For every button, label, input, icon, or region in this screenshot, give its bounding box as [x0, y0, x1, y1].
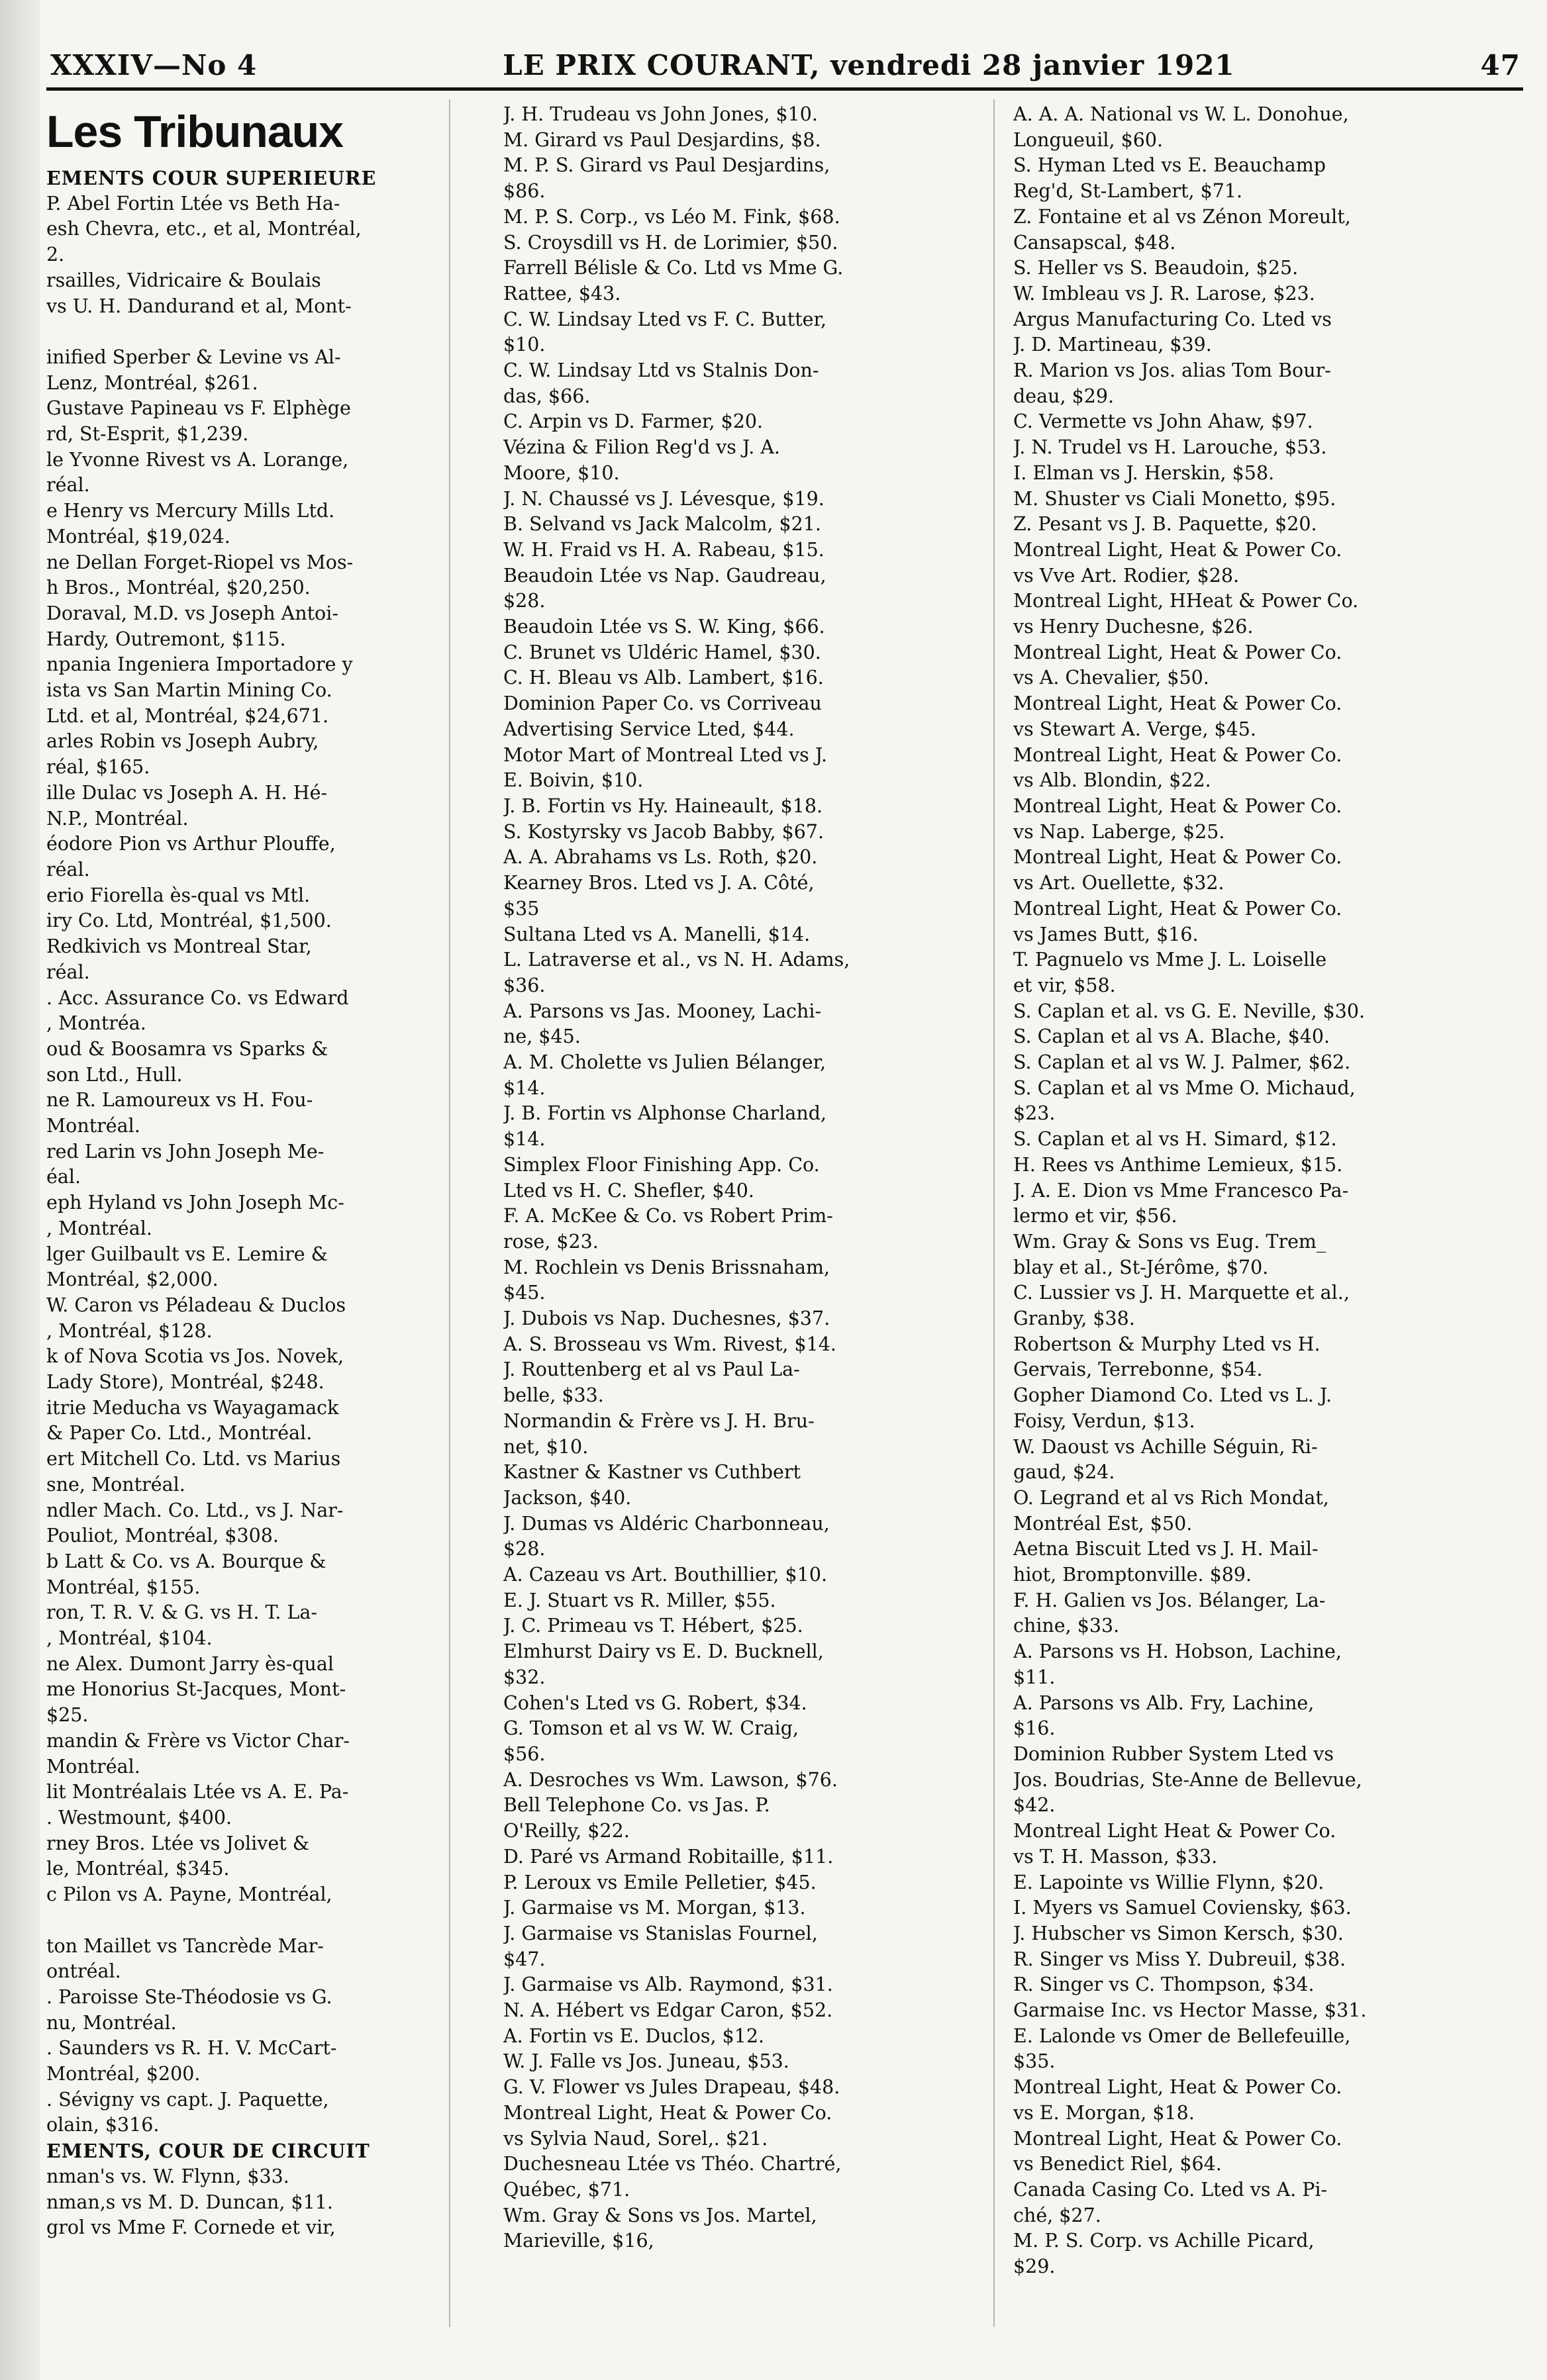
text-line: Z. Fontaine et al vs Zénon Moreult,: [1013, 205, 1351, 228]
text-line: $32.: [503, 1666, 546, 1688]
text-line: J. Routtenberg et al vs Paul La-: [503, 1358, 800, 1381]
text-line: red Larin vs John Joseph Me-: [46, 1140, 324, 1163]
text-line: inified Sperber & Levine vs Al-: [46, 346, 341, 368]
text-line: J. B. Fortin vs Alphonse Charland,: [503, 1102, 827, 1125]
text-line: Montréal, $19,024.: [46, 525, 230, 547]
text-line: $35.: [1013, 2050, 1056, 2073]
text-line: F. H. Galien vs Jos. Bélanger, La-: [1013, 1589, 1326, 1611]
text-line: lger Guilbault vs E. Lemire &: [46, 1243, 328, 1265]
text-line: net, $10.: [503, 1435, 589, 1458]
text-line: ne Alex. Dumont Jarry ès-qual: [46, 1652, 334, 1675]
text-line: lit Montréalais Ltée vs A. E. Pa-: [46, 1781, 349, 1803]
text-line: . Paroisse Ste-Théodosie vs G.: [46, 1985, 332, 2008]
text-line: Beaudoin Ltée vs Nap. Gaudreau,: [503, 564, 826, 587]
text-line: Montreal Light, Heat & Power Co.: [1013, 692, 1342, 715]
text-line: Reg'd, St-Lambert, $71.: [1013, 180, 1243, 203]
text-line: Sultana Lted vs A. Manelli, $14.: [503, 923, 811, 945]
text-line: S. Caplan et al vs H. Simard, $12.: [1013, 1128, 1337, 1151]
text-line: I. Elman vs J. Herskin, $58.: [1013, 461, 1275, 484]
text-line: ndler Mach. Co. Ltd., vs J. Nar-: [46, 1499, 344, 1521]
text-line: R. Singer vs C. Thompson, $34.: [1013, 1974, 1315, 1996]
text-line: S. Croysdill vs H. de Lorimier, $50.: [503, 231, 838, 254]
text-line: R. Marion vs Jos. alias Tom Bour-: [1013, 359, 1331, 382]
text-line: E. J. Stuart vs R. Miller, $55.: [503, 1589, 776, 1611]
text-line: Gervais, Terrebonne, $54.: [1013, 1358, 1263, 1381]
text-line: EMENTS, COUR DE CIRCUIT: [46, 2140, 370, 2163]
text-line: chine, $33.: [1013, 1615, 1120, 1637]
text-line: vs U. H. Dandurand et al, Mont-: [46, 295, 352, 317]
text-line: vs Nap. Laberge, $25.: [1013, 820, 1225, 843]
text-line: Jackson, $40.: [503, 1486, 632, 1509]
text-line: M. Shuster vs Ciali Monetto, $95.: [1013, 487, 1336, 510]
text-line: W. Caron vs Péladeau & Duclos: [46, 1294, 346, 1316]
text-line: vs Benedict Riel, $64.: [1013, 2153, 1222, 2175]
text-line: ne R. Lamoureux vs H. Fou-: [46, 1089, 313, 1112]
text-line: A. Fortin vs E. Duclos, $12.: [503, 2024, 765, 2047]
text-line: . Saunders vs R. H. V. McCart-: [46, 2037, 337, 2060]
text-line: Dominion Paper Co. vs Corriveau: [503, 692, 822, 715]
text-line: vs Vve Art. Rodier, $28.: [1013, 564, 1240, 587]
text-line: Québec, $71.: [503, 2178, 630, 2201]
text-line: A. Parsons vs Jas. Mooney, Lachi-: [503, 1000, 822, 1022]
text-line: Lted vs H. C. Shefler, $40.: [503, 1179, 754, 1202]
text-line: Redkivich vs Montreal Star,: [46, 935, 312, 958]
text-line: Kearney Bros. Lted vs J. A. Côté,: [503, 872, 815, 894]
text-line: ista vs San Martin Mining Co.: [46, 679, 332, 702]
volume-number: XXXIV—No 4: [50, 48, 258, 81]
text-line: éal.: [46, 1166, 81, 1188]
text-line: [46, 319, 444, 345]
page-gutter: [0, 0, 40, 2380]
newspaper-title: LE PRIX COURANT, vendredi 28 janvier 1921: [503, 48, 1235, 81]
text-line: J. N. Chaussé vs J. Lévesque, $19.: [503, 487, 824, 510]
text-line: $56.: [503, 1743, 546, 1765]
text-line: J. Dubois vs Nap. Duchesnes, $37.: [503, 1308, 830, 1330]
text-line: B. Selvand vs Jack Malcolm, $21.: [503, 513, 821, 536]
text-line: ne, $45.: [503, 1025, 581, 1048]
text-line: P. Leroux vs Emile Pelletier, $45.: [503, 1871, 817, 1893]
section-title: Les Tribunaux: [46, 107, 343, 157]
text-line: nu, Montréal.: [46, 2011, 177, 2034]
text-line: S. Caplan et al. vs G. E. Neville, $30.: [1013, 1000, 1366, 1022]
column-2: [503, 102, 980, 2354]
text-line: A. Cazeau vs Art. Bouthillier, $10.: [503, 1564, 828, 1586]
text-line: S. Heller vs S. Beaudoin, $25.: [1013, 257, 1299, 279]
text-line: M. Rochlein vs Denis Brissnaham,: [503, 1256, 830, 1278]
text-line: ne Dellan Forget-Riopel vs Mos-: [46, 551, 354, 573]
text-line: O. Legrand et al vs Rich Mondat,: [1013, 1486, 1329, 1509]
text-line: W. J. Falle vs Jos. Juneau, $53.: [503, 2050, 789, 2073]
text-line: Montreal Light, Heat & Power Co.: [1013, 2127, 1342, 2150]
text-line: P. Abel Fortin Ltée vs Beth Ha-: [46, 192, 340, 214]
text-line: Moore, $10.: [503, 461, 620, 484]
text-line: J. Garmaise vs Stanislas Fournel,: [503, 1922, 818, 1944]
text-line: C. W. Lindsay Ltd vs Stalnis Don-: [503, 359, 819, 382]
text-line: Aetna Biscuit Lted vs J. H. Mail-: [1013, 1538, 1319, 1560]
text-line: et vir, $58.: [1013, 974, 1116, 996]
text-line: C. Vermette vs John Ahaw, $97.: [1013, 410, 1313, 433]
column-3-lines: [1013, 102, 1517, 2280]
text-line: Montreal Light, HHeat & Power Co.: [1013, 590, 1359, 612]
text-line: itrie Meducha vs Wayagamack: [46, 1396, 339, 1419]
text-line: npania Ingeniera Importadore y: [46, 653, 353, 676]
text-line: sne, Montréal.: [46, 1473, 185, 1496]
text-line: Montreal Light, Heat & Power Co.: [503, 2101, 832, 2124]
text-line: Lady Store), Montréal, $248.: [46, 1371, 324, 1394]
text-line: EMENTS COUR SUPERIEURE: [46, 167, 377, 189]
text-line: N.P., Montréal.: [46, 807, 189, 830]
text-line: $36.: [503, 974, 546, 996]
text-line: Jos. Boudrias, Ste-Anne de Bellevue,: [1013, 1768, 1362, 1791]
text-line: C. Arpin vs D. Farmer, $20.: [503, 410, 764, 433]
text-line: mandin & Frère vs Victor Char-: [46, 1729, 350, 1752]
text-line: Robertson & Murphy Lted vs H.: [1013, 1333, 1321, 1355]
text-line: J. Garmaise vs M. Morgan, $13.: [503, 1897, 806, 1919]
text-line: M. P. S. Corp., vs Léo M. Fink, $68.: [503, 205, 840, 228]
text-line: ron, T. R. V. & G. vs H. T. La-: [46, 1601, 318, 1624]
text-line: W. Imbleau vs J. R. Larose, $23.: [1013, 282, 1315, 305]
text-line: D. Paré vs Armand Robitaille, $11.: [503, 1845, 834, 1868]
header-rule: [46, 87, 1523, 91]
column-1-lines: [46, 166, 444, 2241]
text-line: $29.: [1013, 2256, 1056, 2278]
text-line: Advertising Service Lted, $44.: [503, 718, 795, 740]
text-line: Montréal Est, $50.: [1013, 1512, 1193, 1535]
text-line: [46, 1908, 444, 1934]
text-line: éodore Pion vs Arthur Plouffe,: [46, 833, 336, 855]
column-1: [46, 102, 444, 2354]
text-line: W. H. Fraid vs H. A. Rabeau, $15.: [503, 538, 824, 561]
text-line: Duchesneau Ltée vs Théo. Chartré,: [503, 2153, 842, 2175]
text-line: $47.: [503, 1948, 546, 1970]
text-line: Montréal, $200.: [46, 2063, 201, 2085]
text-line: ché, $27.: [1013, 2204, 1101, 2226]
text-line: C. Lussier vs J. H. Marquette et al.,: [1013, 1282, 1350, 1304]
text-line: vs James Butt, $16.: [1013, 923, 1199, 945]
column-3: [1013, 102, 1517, 2354]
text-line: Montreal Light Heat & Power Co.: [1013, 1820, 1336, 1842]
text-line: Foisy, Verdun, $13.: [1013, 1409, 1195, 1432]
text-line: vs Stewart A. Verge, $45.: [1013, 718, 1256, 740]
text-line: $11.: [1013, 1666, 1056, 1688]
text-line: Marieville, $16,: [503, 2230, 654, 2252]
text-line: H. Rees vs Anthime Lemieux, $15.: [1013, 1153, 1343, 1176]
text-line: Garmaise Inc. vs Hector Masse, $31.: [1013, 1999, 1367, 2022]
text-line: olain, $316.: [46, 2114, 160, 2136]
text-line: A. Desroches vs Wm. Lawson, $76.: [503, 1768, 838, 1791]
text-line: vs Sylvia Naud, Sorel,. $21.: [503, 2127, 768, 2150]
text-line: Wm. Gray & Sons vs Eug. Trem_: [1013, 1230, 1326, 1253]
text-line: iry Co. Ltd, Montréal, $1,500.: [46, 910, 332, 932]
text-line: vs Henry Duchesne, $26.: [1013, 616, 1254, 638]
text-line: b Latt & Co. vs A. Bourque &: [46, 1550, 326, 1572]
text-line: W. Daoust vs Achille Séguin, Ri-: [1013, 1435, 1318, 1458]
text-line: & Paper Co. Ltd., Montréal.: [46, 1422, 313, 1445]
text-line: E. Lalonde vs Omer de Bellefeuille,: [1013, 2024, 1351, 2047]
text-line: Doraval, M.D. vs Joseph Antoi-: [46, 602, 338, 624]
text-line: J. C. Primeau vs T. Hébert, $25.: [503, 1615, 803, 1637]
text-line: Montréal.: [46, 1115, 140, 1137]
text-line: G. V. Flower vs Jules Drapeau, $48.: [503, 2076, 840, 2099]
text-line: Montreal Light, Heat & Power Co.: [1013, 897, 1342, 920]
text-line: erio Fiorella ès-qual vs Mtl.: [46, 884, 311, 906]
text-line: Motor Mart of Montreal Lted vs J.: [503, 743, 828, 766]
text-line: Vézina & Filion Reg'd vs J. A.: [503, 436, 780, 459]
text-line: E. Lapointe vs Willie Flynn, $20.: [1013, 1871, 1324, 1893]
text-line: S. Caplan et al vs A. Blache, $40.: [1013, 1025, 1330, 1048]
text-line: J. N. Trudel vs H. Larouche, $53.: [1013, 436, 1327, 459]
text-line: S. Hyman Lted vs E. Beauchamp: [1013, 154, 1326, 177]
text-line: J. Garmaise vs Alb. Raymond, $31.: [503, 1974, 833, 1996]
text-line: ton Maillet vs Tancrède Mar-: [46, 1934, 324, 1957]
text-line: M. Girard vs Paul Desjardins, $8.: [503, 128, 821, 151]
text-line: Argus Manufacturing Co. Lted vs: [1013, 308, 1332, 330]
text-line: $45.: [503, 1282, 546, 1304]
text-line: . Westmount, $400.: [46, 1807, 232, 1829]
text-line: gaud, $24.: [1013, 1461, 1115, 1484]
column-2-lines: [503, 102, 980, 2254]
text-line: $28.: [503, 590, 546, 612]
text-line: $42.: [1013, 1794, 1056, 1817]
text-line: $10.: [503, 334, 546, 356]
text-line: J. H. Trudeau vs John Jones, $10.: [503, 103, 818, 125]
text-line: Dominion Rubber System Lted vs: [1013, 1743, 1334, 1765]
text-line: Wm. Gray & Sons vs Jos. Martel,: [503, 2204, 817, 2226]
text-line: $14.: [503, 1076, 546, 1099]
text-line: O'Reilly, $22.: [503, 1820, 630, 1842]
text-line: vs Alb. Blondin, $22.: [1013, 769, 1211, 792]
text-line: Granby, $38.: [1013, 1308, 1135, 1330]
text-line: grol vs Mme F. Cornede et vir,: [46, 2216, 336, 2239]
text-line: S. Caplan et al vs W. J. Palmer, $62.: [1013, 1051, 1351, 1074]
text-line: le Yvonne Rivest vs A. Lorange,: [46, 448, 349, 471]
text-line: Montreal Light, Heat & Power Co.: [1013, 641, 1342, 663]
text-line: Montréal, $155.: [46, 1576, 201, 1598]
text-line: J. D. Martineau, $39.: [1013, 334, 1212, 356]
text-line: J. Dumas vs Aldéric Charbonneau,: [503, 1512, 830, 1535]
column-divider-1: [449, 99, 450, 2327]
text-line: , Montréal, $104.: [46, 1627, 213, 1650]
text-line: Montreal Light, Heat & Power Co.: [1013, 743, 1342, 766]
text-line: rsailles, Vidricaire & Boulais: [46, 269, 321, 291]
text-line: Cansapscal, $48.: [1013, 231, 1176, 254]
text-line: blay et al., St-Jérôme, $70.: [1013, 1256, 1269, 1278]
text-line: h Bros., Montréal, $20,250.: [46, 577, 311, 599]
text-line: A. Parsons vs H. Hobson, Lachine,: [1013, 1641, 1342, 1663]
text-line: $86.: [503, 180, 546, 203]
text-line: réal.: [46, 474, 90, 497]
text-line: Kastner & Kastner vs Cuthbert: [503, 1461, 801, 1484]
text-line: rney Bros. Ltée vs Jolivet &: [46, 1832, 310, 1854]
text-line: rd, St-Esprit, $1,239.: [46, 423, 249, 446]
text-line: Z. Pesant vs J. B. Paquette, $20.: [1013, 513, 1317, 536]
text-line: eph Hyland vs John Joseph Mc-: [46, 1192, 344, 1214]
text-line: lermo et vir, $56.: [1013, 1205, 1177, 1227]
text-line: Montreal Light, Heat & Power Co.: [1013, 538, 1342, 561]
text-line: T. Pagnuelo vs Mme J. L. Loiselle: [1013, 949, 1327, 971]
text-line: Normandin & Frère vs J. H. Bru-: [503, 1409, 815, 1432]
text-line: M. P. S. Girard vs Paul Desjardins,: [503, 154, 830, 177]
page-header: [50, 44, 1521, 86]
text-line: , Montréal.: [46, 1217, 152, 1239]
text-line: Gopher Diamond Co. Lted vs L. J.: [1013, 1384, 1332, 1407]
text-line: e Henry vs Mercury Mills Ltd.: [46, 500, 335, 522]
text-line: réal, $165.: [46, 756, 150, 779]
text-line: vs E. Morgan, $18.: [1013, 2101, 1195, 2124]
text-line: Hardy, Outremont, $115.: [46, 628, 286, 650]
text-line: $16.: [1013, 1717, 1056, 1740]
text-line: ille Dulac vs Joseph A. H. Hé-: [46, 781, 328, 804]
text-line: deau, $29.: [1013, 385, 1115, 407]
text-line: E. Boivin, $10.: [503, 769, 644, 792]
text-line: Farrell Bélisle & Co. Ltd vs Mme G.: [503, 257, 844, 279]
text-line: Canada Casing Co. Lted vs A. Pi-: [1013, 2178, 1328, 2201]
text-line: Montreal Light, Heat & Power Co.: [1013, 846, 1342, 869]
text-line: C. W. Lindsay Lted vs F. C. Butter,: [503, 308, 827, 330]
text-line: nman,s vs M. D. Duncan, $11.: [46, 2191, 333, 2213]
column-divider-2: [993, 99, 995, 2327]
text-line: Gustave Papineau vs F. Elphège: [46, 397, 351, 420]
text-line: Montreal Light, Heat & Power Co.: [1013, 2076, 1342, 2099]
text-line: Pouliot, Montréal, $308.: [46, 1525, 279, 1547]
text-line: Rattee, $43.: [503, 282, 621, 305]
text-line: Bell Telephone Co. vs Jas. P.: [503, 1794, 770, 1817]
text-line: A. M. Cholette vs Julien Bélanger,: [503, 1051, 826, 1074]
text-line: J. B. Fortin vs Hy. Haineault, $18.: [503, 794, 823, 817]
text-line: c Pilon vs A. Payne, Montréal,: [46, 1883, 332, 1906]
text-line: A. S. Brosseau vs Wm. Rivest, $14.: [503, 1333, 836, 1355]
text-line: J. Hubscher vs Simon Kersch, $30.: [1013, 1922, 1344, 1944]
text-line: k of Nova Scotia vs Jos. Novek,: [46, 1345, 344, 1368]
text-line: G. Tomson et al vs W. W. Craig,: [503, 1717, 799, 1740]
text-line: arles Robin vs Joseph Aubry,: [46, 730, 319, 753]
text-line: C. Brunet vs Uldéric Hamel, $30.: [503, 641, 821, 663]
text-line: $28.: [503, 1538, 546, 1560]
text-line: Beaudoin Ltée vs S. W. King, $66.: [503, 616, 825, 638]
text-line: $14.: [503, 1128, 546, 1151]
text-line: le, Montréal, $345.: [46, 1858, 230, 1880]
text-line: A. Parsons vs Alb. Fry, Lachine,: [1013, 1691, 1315, 1714]
text-line: , Montréal, $128.: [46, 1319, 213, 1342]
text-line: L. Latraverse et al., vs N. H. Adams,: [503, 949, 850, 971]
text-line: Ltd. et al, Montréal, $24,671.: [46, 704, 329, 727]
text-line: me Honorius St-Jacques, Mont-: [46, 1678, 346, 1701]
text-line: A. A. Abrahams vs Ls. Roth, $20.: [503, 846, 818, 869]
text-line: $35: [503, 897, 540, 920]
text-line: oud & Boosamra vs Sparks &: [46, 1037, 328, 1060]
text-line: Cohen's Lted vs G. Robert, $34.: [503, 1691, 807, 1714]
text-line: N. A. Hébert vs Edgar Caron, $52.: [503, 1999, 833, 2022]
text-line: vs T. H. Masson, $33.: [1013, 1845, 1218, 1868]
text-line: son Ltd., Hull.: [46, 1063, 183, 1086]
text-line: C. H. Bleau vs Alb. Lambert, $16.: [503, 667, 824, 689]
page-number: 47: [1480, 48, 1521, 81]
text-line: esh Chevra, etc., et al, Montréal,: [46, 218, 362, 240]
text-line: vs A. Chevalier, $50.: [1013, 667, 1209, 689]
text-line: réal.: [46, 961, 90, 983]
text-line: Lenz, Montréal, $261.: [46, 371, 258, 394]
text-line: réal.: [46, 858, 90, 881]
text-line: Simplex Floor Finishing App. Co.: [503, 1153, 820, 1176]
text-line: ert Mitchell Co. Ltd. vs Marius: [46, 1448, 341, 1470]
text-line: F. A. McKee & Co. vs Robert Prim-: [503, 1205, 833, 1227]
text-line: I. Myers vs Samuel Coviensky, $63.: [1013, 1897, 1352, 1919]
text-line: Montréal.: [46, 1755, 140, 1778]
text-line: ontréal.: [46, 1960, 121, 1983]
text-line: 2.: [46, 244, 65, 266]
text-line: R. Singer vs Miss Y. Dubreuil, $38.: [1013, 1948, 1346, 1970]
text-line: Montréal, $2,000.: [46, 1268, 219, 1291]
text-line: A. A. A. National vs W. L. Donohue,: [1013, 103, 1349, 125]
text-line: belle, $33.: [503, 1384, 604, 1407]
text-line: S. Kostyrsky vs Jacob Babby, $67.: [503, 820, 824, 843]
text-line: . Acc. Assurance Co. vs Edward: [46, 986, 349, 1009]
text-line: nman's vs. W. Flynn, $33.: [46, 2165, 289, 2187]
text-line: vs Art. Ouellette, $32.: [1013, 872, 1224, 894]
text-line: $23.: [1013, 1102, 1056, 1125]
text-line: S. Caplan et al vs Mme O. Michaud,: [1013, 1076, 1356, 1099]
text-line: M. P. S. Corp. vs Achille Picard,: [1013, 2230, 1315, 2252]
text-line: Elmhurst Dairy vs E. D. Bucknell,: [503, 1641, 824, 1663]
text-line: das, $66.: [503, 385, 591, 407]
text-line: hiot, Bromptonville. $89.: [1013, 1564, 1252, 1586]
text-line: , Montréa.: [46, 1012, 146, 1035]
text-line: Longueuil, $60.: [1013, 128, 1164, 151]
text-line: J. A. E. Dion vs Mme Francesco Pa-: [1013, 1179, 1349, 1202]
text-line: $25.: [46, 1704, 89, 1727]
text-line: Montreal Light, Heat & Power Co.: [1013, 794, 1342, 817]
text-line: rose, $23.: [503, 1230, 599, 1253]
text-line: . Sévigny vs capt. J. Paquette,: [46, 2088, 329, 2111]
